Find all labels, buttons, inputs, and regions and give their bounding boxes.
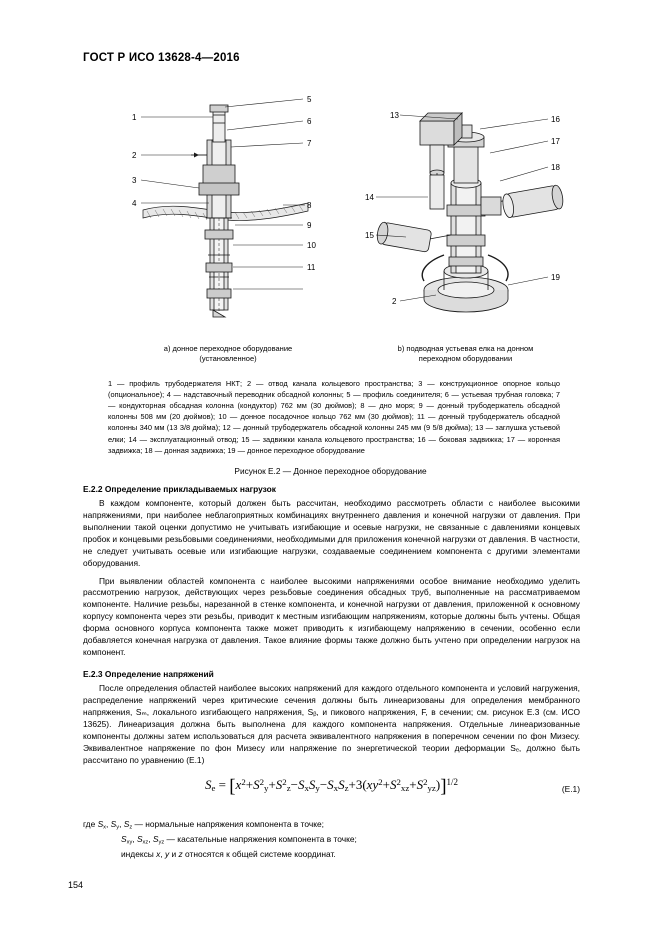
figure-a [113,85,343,364]
figure-label-2b: 2 [392,297,397,306]
figure-label-9: 9 [307,221,312,230]
figure-label-16: 16 [551,115,560,124]
figure-a-drawing [113,85,343,340]
figure-b-drawing [348,85,583,340]
page-number: 154 [68,880,84,890]
document-body [83,484,580,861]
figure-b-caption: b) подводная устьевая елка на донном переходном оборудовании [397,344,534,364]
figures-area [83,85,583,375]
figure-label-6: 6 [307,117,312,126]
figure-label-10: 10 [307,241,316,250]
page-header: ГОСТ Р ИСО 13628-4—2016 [83,52,240,64]
section-heading-e23: Е.2.3 Определение напряжений [83,668,214,679]
figure-b [348,85,583,364]
figure-label-1: 1 [132,113,137,122]
figure-label-5: 5 [307,95,312,104]
figure-label-4: 4 [132,199,137,208]
figure-label-15: 15 [365,231,374,240]
figure-label-11: 11 [307,263,316,272]
figure-label-19: 19 [551,273,560,282]
definition-row-2: $S_{xy}$, $S_{xz}$, $S_{yz}$ — касательные напряжения компонента в точке; [121,834,357,846]
figure-title: Рисунок Е.2 — Донное переходное оборудование [234,466,427,476]
symbol-definitions [83,818,580,860]
figure-label-7: 7 [307,139,312,148]
figure-label-14: 14 [365,193,374,202]
figure-label-17: 17 [551,137,560,146]
figure-label-8: 8 [307,201,312,210]
definition-row-3: индексы x, y и z относятся к общей системе координат. [121,848,336,859]
figure-label-13: 13 [390,111,399,120]
definitions-lead: где $S_x$, $S_y$, $S_z$ — нормальные напряжения компонента в точке; [83,819,324,831]
equation-number: (Е.1) [561,784,580,795]
figure-label-3: 3 [132,176,137,185]
equation-expression: $S_e = [x^2+S^2_y+S^2_z-S_xS_y-S_xS_z+3(xy^2+S^2_{xz}+S^2_{yz})]^{1/2}$ [204,776,459,798]
figure-label-2: 2 [132,151,137,160]
figure-label-18: 18 [551,163,560,172]
equation-block [83,776,580,810]
figure-legend: 1 — профиль трубодержателя НКТ; 2 — отвод канала кольцевого пространства; 3 — конструкционное опорное кольцо (опциональное); 4 — надставочный переводник обсадной колонны; 5 — профиль соединителя; 6 — устьевая трубная головка; 7 — кондукторная обсадная колонна (кондуктор) 762 мм (30 дюймов); 8 — дно моря; 9 — донный трубодержатель обсадной колонны 508 мм (20 дюймов); 10 — донное посадочное кольцо 762 мм (30 дюймов); 11 — донный трубодержатель обсадной колонны 340 мм (13 3/8 дюйма); 12 — донный трубодержатель обсадной колонны 245 мм (9 5/8 дюйма); 13 — заглушка устьевой елки; 14 — эксплуатационный отвод; 15 — задвижки канала кольцевого пространства; 16 — боковая задвижка; 17 — коронная задвижка; 18 — донная задвижка; 19 — донное переходное оборудование [108,379,560,455]
section-heading-e22: Е.2.2 Определение прикладываемых нагрузок [83,484,276,494]
paragraph-e23-1: После определения областей наиболее высоких напряжений для каждого отдельного компонента и условий нагружения, распределение напряжений через критические сечения должны быть линеаризованы для определения мембранного напряжения, Sₘ, локального изгибающего напряжения, Sᵦ, и пикового напряжения, F, в сечении; см. рисунок Е.3 (см. ИСО 13625). Линеаризация должна быть выполнена для каждого компонента напряжения. Отдельные линеаризованные компоненты должны затем использоваться для расчета эквивалентного напряжения в поперечном сечении по фон Мизесу. Эквивалентное напряжение по фон Мизесу или напряжение по энергетической теории деформации Sₑ, должно быть рассчитано по уравнению (Е.1) [83,682,580,765]
figure-a-caption: a) донное переходное оборудование (установленное) [163,344,293,364]
paragraph-e22-2: При выявлении областей компонента с наиболее высокими напряжениями особое внимание необходимо уделить рассмотрению нагрузок, действующих через резьбовые соединения обсадных труб, выполненные на рассматриваемом компоненте. Наличие резьбы, нарезанной в стенке компонента, и конечной нагрузки от давления, приложенной к основному корпусу компонента через эти резьбы, приводит к местным изгибающим напряжениям, которые должны быть учтены. Общая форма основного корпуса компонента также может приводить к изгибающему напряжению в сечении, особенно если добавляется конечная нагрузка от давления. Такое влияние формы также должно быть учтено при определении нагрузок на компонент. [83,575,580,658]
paragraph-e22-1: В каждом компоненте, который должен быть рассчитан, необходимо рассмотреть области с наиболее высокими напряжениями, при наиболее неблагоприятных комбинациях внутреннего давления и конечной нагрузки от давления. При выполнении такой оценки допустимо не учитывать изгибающие и осевые нагрузки, не связанные с давлениями концевых пробок и концевыми резьбовыми соединениями, необходимыми для приложения конечной нагрузки от давления. В частности, не следует учитывать осевые или изгибающие нагрузки, создаваемые соединением компонента с другими элементами оборудования. [83,498,580,568]
